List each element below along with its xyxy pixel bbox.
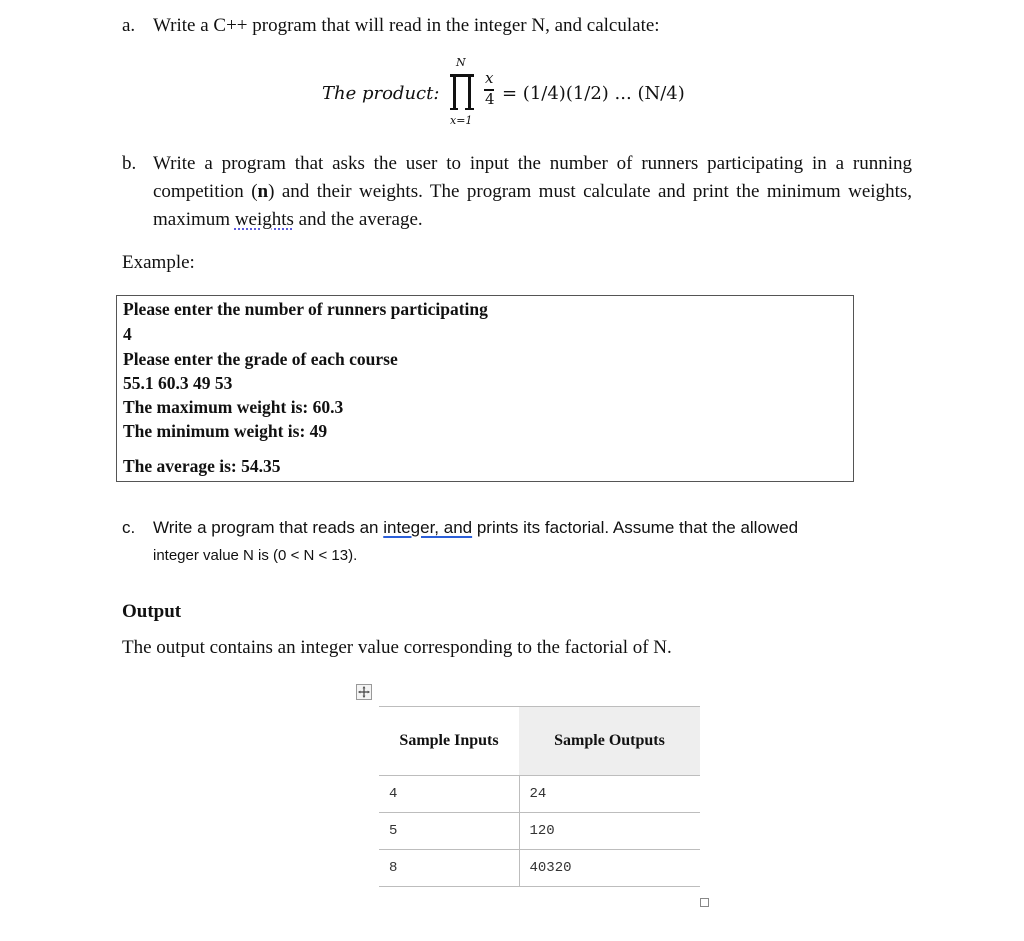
text-segment: and the average. (293, 209, 423, 230)
text-segment: prints its factorial. Assume that the allowed (472, 518, 799, 537)
console-line: Please enter the grade of each course (123, 349, 398, 369)
variable-n: n (257, 181, 269, 202)
list-marker: c. (122, 518, 136, 537)
constraint-text: integer value N is (0 < N < 13). (153, 547, 358, 564)
example-output-box (116, 295, 854, 482)
console-line: 55.1 60.3 49 53 (123, 373, 233, 393)
formula-label: The product: (322, 83, 440, 104)
output-cell: 120 (519, 813, 700, 850)
header-sample-outputs: Sample Outputs (519, 707, 700, 776)
question-part-a (122, 14, 922, 40)
grammar-flagged-phrase[interactable]: integer, and (383, 518, 473, 537)
table-row (379, 850, 700, 887)
question-part-b (122, 150, 912, 234)
input-cell: 8 (379, 850, 519, 887)
console-line: 4 (123, 324, 132, 344)
upper-limit: N (456, 56, 466, 69)
question-text (153, 514, 912, 570)
table-header-row (379, 707, 700, 776)
grammar-flagged-word[interactable]: weights (234, 209, 294, 230)
lower-limit: x=1 (450, 114, 473, 127)
fraction-denominator: 4 (485, 90, 495, 108)
console-line: The maximum weight is: 60.3 (123, 397, 344, 417)
input-cell: 5 (379, 813, 519, 850)
formula-expansion: = (1/4)(1/2) ... (N/4) (502, 83, 685, 104)
header-sample-inputs: Sample Inputs (379, 707, 519, 776)
text-segment: Write a program that asks the user to input the number of runners participating in a running competition ( (153, 153, 912, 202)
output-heading: Output (122, 601, 182, 622)
table-row (379, 813, 700, 850)
example-label: Example: (122, 252, 195, 273)
input-cell: 4 (379, 776, 519, 813)
table-row (379, 776, 700, 813)
output-description: The output contains an integer value corresponding to the factorial of N. (122, 637, 672, 658)
console-line: Please enter the number of runners participating (123, 299, 488, 319)
table-move-handle[interactable] (356, 684, 372, 700)
list-marker: b. (122, 153, 137, 174)
question-part-c (122, 514, 912, 570)
fraction-numerator: x (485, 69, 494, 87)
question-text: Write a C++ program that will read in the integer N, and calculate: (153, 15, 660, 36)
output-cell: 40320 (519, 850, 700, 887)
question-text (153, 150, 912, 234)
move-arrows-icon (358, 686, 370, 698)
product-symbol-icon (450, 74, 474, 110)
output-cell: 24 (519, 776, 700, 813)
table-resize-handle[interactable] (700, 898, 709, 907)
text-segment: ) and their weights. The program must calculate and print the minimum weights, maximum (153, 181, 913, 230)
text-segment: Write a program that reads an (153, 518, 384, 537)
sample-io-table (379, 706, 700, 887)
list-marker: a. (122, 15, 136, 36)
console-line: The average is: 54.35 (123, 456, 281, 476)
product-formula (322, 56, 722, 132)
console-line: The minimum weight is: 49 (123, 421, 328, 441)
